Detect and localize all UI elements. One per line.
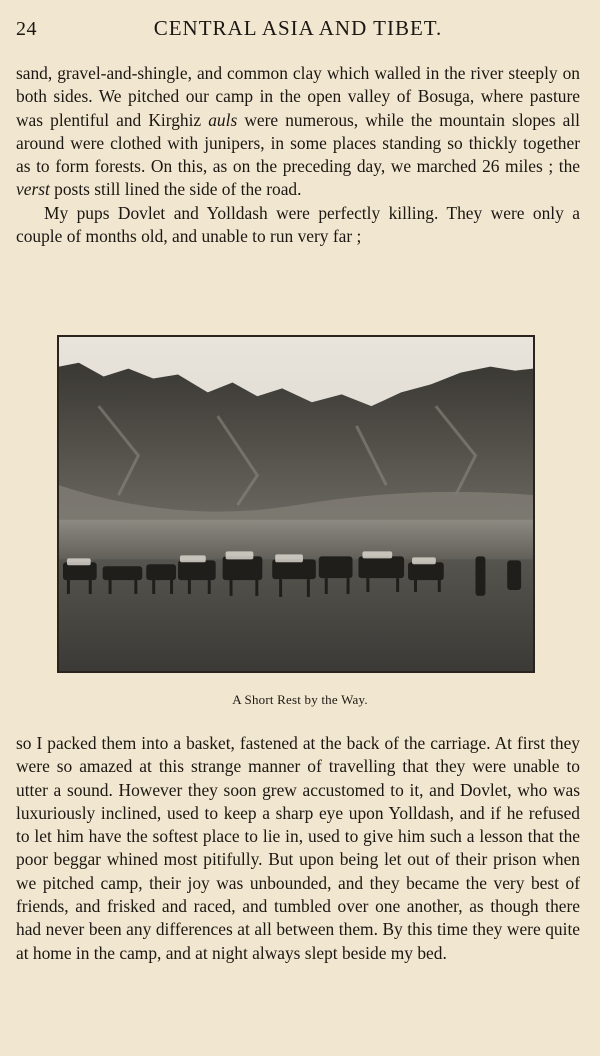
caravan-photo — [59, 337, 533, 671]
paragraph-1: sand, gravel-and-shingle, and common clay which walled in the river steeply on both sides. We pitched our camp in the open valley of Bosuga, where pasture was plentiful and Kirghiz auls were numerous, while the mountain slopes all around were clothed with junipers, in some places standing so thickly together as to form forests. On this, as on the preceding day, we marched 26 miles ; the verst posts still lined the side of the road. — [16, 63, 580, 200]
body-text-top — [16, 62, 580, 248]
italic-verst: verst — [16, 179, 50, 200]
figure-caption: A Short Rest by the Way. — [232, 692, 368, 707]
running-title: CENTRAL ASIA AND TIBET. — [153, 16, 443, 40]
paragraph-2: My pups Dovlet and Yolldash were perfectly killing. They were only a couple of months old, and unable to run very far ; — [16, 202, 580, 247]
italic-auls: auls — [208, 109, 238, 130]
page-header — [16, 14, 580, 48]
body-text-bottom — [16, 732, 580, 965]
photograph-plate — [57, 335, 535, 673]
paragraph-3: so I packed them into a basket, fastened at the back of the carriage. At first they were so amazed at this strange manner of travelling that they were unable to utter a sound. However they soon grew accustomed to it, and Dovlet, who was luxuriously inclined, used to keep a sharp eye upon Yolldash, and if he refused to let him have the softest place to lie in, used to give him such a lesson that the poor beggar whined most pitifully. But upon being let out of their prison when we pitched camp, their joy was unbounded, and they became the very best of friends, and frisked and raced, and tumbled over one another, as though there had never been any differences at all between them. By this time they were quite at home in the camp, and at night always slept beside my bed. — [16, 733, 580, 963]
page-number: 24 — [16, 18, 37, 40]
